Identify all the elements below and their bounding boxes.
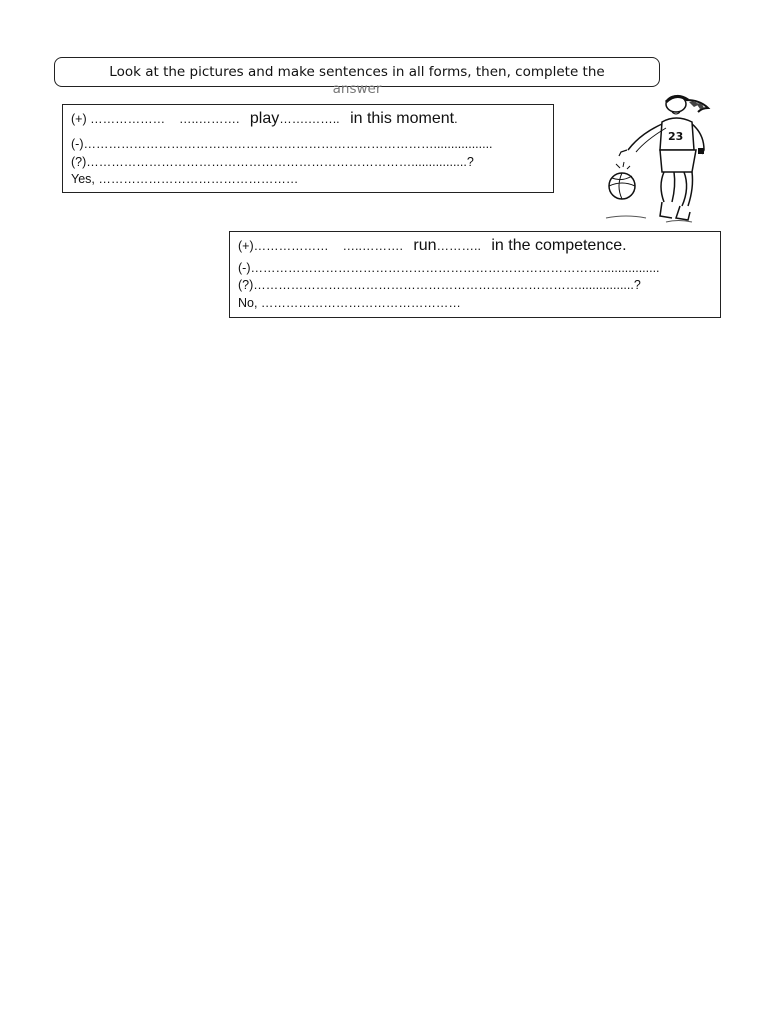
exercise-box-2 xyxy=(229,231,721,318)
time-phrase: in this moment xyxy=(350,110,455,127)
negative-line: (-)…………………………………………………………………………................. xyxy=(238,261,660,275)
time-phrase: in the competence. xyxy=(491,237,627,254)
short-answer-line: Yes, ………………………………………… xyxy=(71,172,299,186)
blank: …….…….. xyxy=(279,112,340,126)
short-answer-line: No, ………………………………………… xyxy=(238,296,461,310)
instruction-text: Look at the pictures and make sentences in all forms, then, complete the xyxy=(109,64,605,80)
sentence-end: . xyxy=(454,112,458,126)
blank: …..………. xyxy=(342,239,403,253)
question-line: (?)……………………………………………………………………................? xyxy=(238,278,641,292)
jersey-number: 23 xyxy=(668,130,684,143)
affirmative-line xyxy=(238,238,627,254)
blank: …..………. xyxy=(179,112,240,126)
affirmative-line xyxy=(71,111,458,127)
verb-hint: play xyxy=(249,110,280,127)
basketball-player-illustration xyxy=(596,90,722,230)
affirmative-prefix: (+) ……………… xyxy=(71,112,166,126)
instruction-cut-text: answer xyxy=(332,81,382,97)
instruction-box xyxy=(54,57,660,97)
negative-line: (-)…………………………………………………………………………................. xyxy=(71,137,493,151)
exercise-box-1 xyxy=(62,104,554,193)
affirmative-prefix: (+)……………… xyxy=(238,239,329,253)
verb-hint: run xyxy=(413,237,437,254)
blank: ……….. xyxy=(436,239,481,253)
question-line: (?)……………………………………………………………………................? xyxy=(71,155,474,169)
